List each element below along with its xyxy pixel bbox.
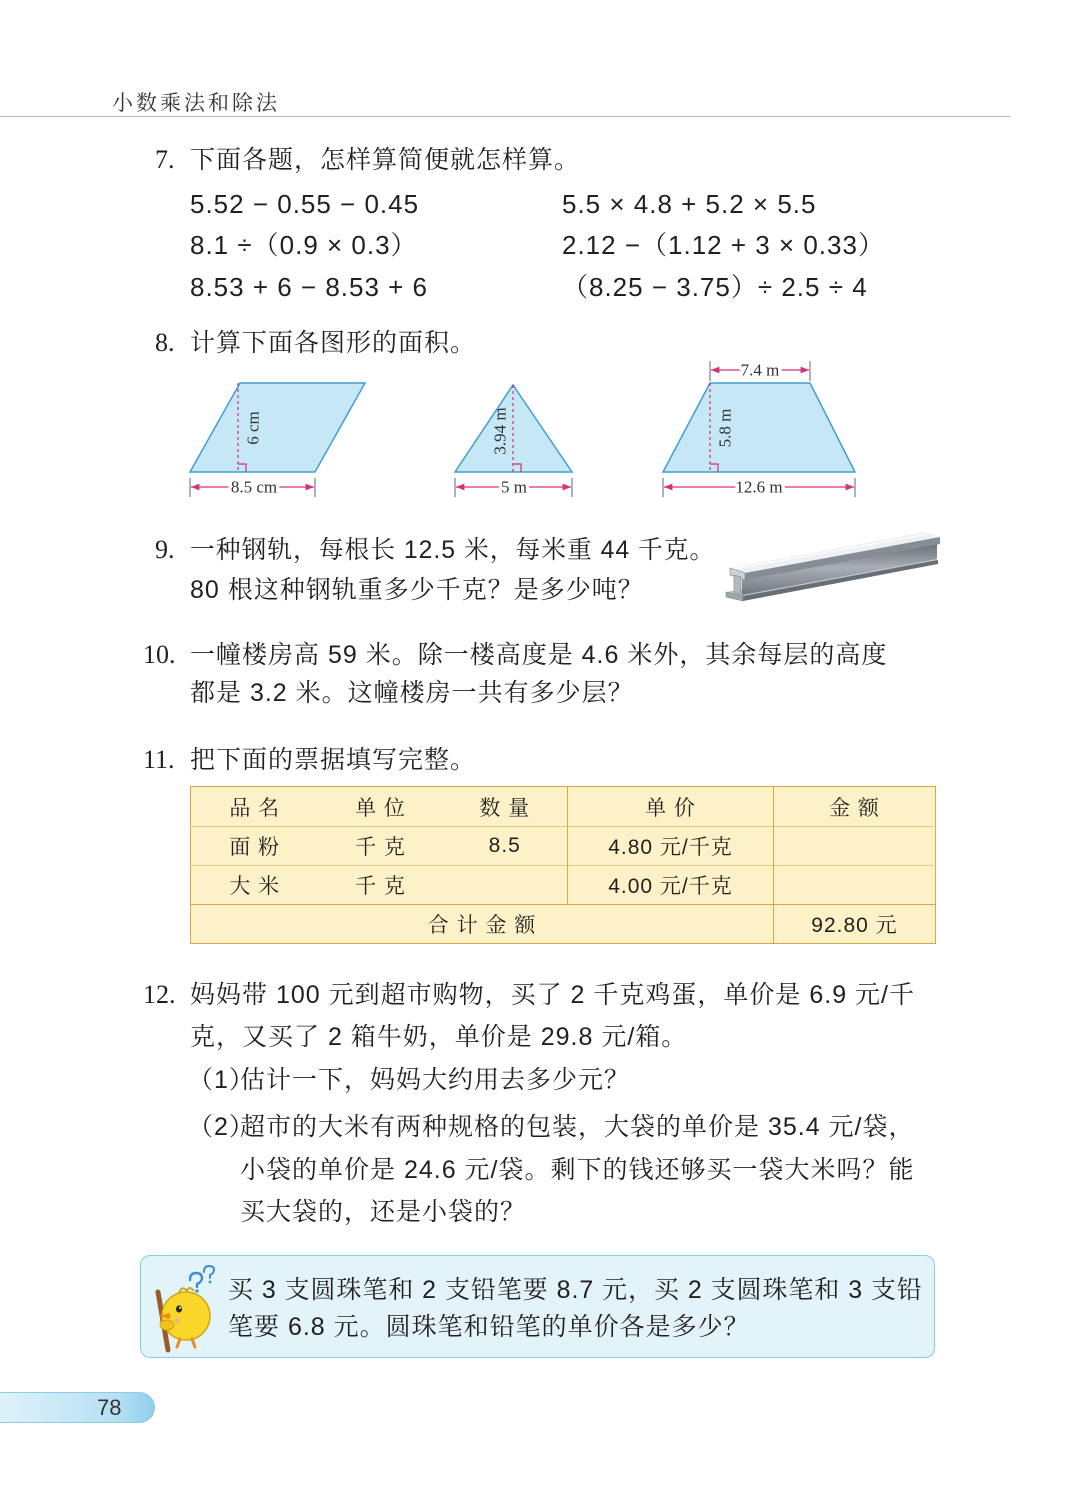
page-number: 78	[97, 1395, 122, 1420]
triangle-height-label: 3.94 m	[490, 407, 510, 455]
part-2-line: 超市的大米有两种规格的包装，大袋的单价是 35.4 元/袋，	[240, 1113, 915, 1141]
steel-rail-illustration	[722, 528, 940, 606]
part-1-line: 估计一下，妈妈大约用去多少元？	[240, 1066, 631, 1094]
problem-10-number: 10.	[143, 640, 176, 669]
expression-5: 8.53 + 6 − 8.53 + 6	[190, 272, 429, 302]
header-unit-price: 单 价	[568, 787, 774, 827]
total-label-cell: 合 计 金 额	[191, 905, 774, 944]
cell-quantity	[443, 866, 568, 905]
cell-unit-price: 4.80 元/千克	[568, 827, 774, 866]
hint-line: 买 3 支圆珠笔和 2 支铅笔要 8.7 元，买 2 支圆珠笔和 3 支铅	[228, 1276, 923, 1304]
problem-11-prompt: 把下面的票据填写完整。	[190, 746, 477, 774]
problem-10-line: 都是 3.2 米。这幢楼房一共有多少层？	[190, 679, 634, 707]
table-header-row	[191, 787, 936, 827]
trapezoid-figure	[663, 361, 855, 498]
trapezoid-height-label: 5.8 m	[715, 408, 735, 448]
cell-amount	[774, 827, 936, 866]
problem-9-line: 一种钢轨，每根长 12.5 米，每米重 44 千克。	[190, 536, 716, 564]
table-row	[191, 827, 936, 866]
cell-unit: 千 克	[319, 866, 443, 905]
header-quantity: 数 量	[443, 787, 568, 827]
page-number-tab	[0, 1392, 155, 1423]
header-unit: 单 位	[355, 796, 406, 820]
trapezoid-bottom-label: 12.6 m	[735, 477, 783, 497]
header-amount: 金 额	[829, 796, 880, 820]
problem-12-number: 12.	[143, 980, 176, 1009]
table-row	[191, 866, 936, 905]
parallelogram-figure	[190, 383, 365, 497]
trapezoid-shape	[663, 383, 855, 472]
part-2-line: 小袋的单价是 24.6 元/袋。剩下的钱还够买一袋大米吗？能	[240, 1156, 915, 1184]
expression-6: （8.25 − 3.75）÷ 2.5 ÷ 4	[562, 272, 868, 302]
chick-mascot-illustration	[146, 1262, 226, 1354]
problem-12-line: 妈妈带 100 元到超市购物，买了 2 千克鸡蛋，单价是 6.9 元/千	[190, 981, 915, 1009]
cell-product-name: 大 米	[191, 866, 319, 905]
parallelogram-shape	[190, 383, 365, 472]
cell-unit: 千 克	[319, 827, 443, 866]
problem-10-line: 一幢楼房高 59 米。除一楼高度是 4.6 米外，其余每层的高度	[190, 641, 888, 669]
expression-2: 5.5 × 4.8 + 5.2 × 5.5	[562, 189, 817, 219]
problem-12-line: 克，又买了 2 箱牛奶，单价是 29.8 元/箱。	[190, 1023, 688, 1051]
cell-quantity: 8.5	[443, 827, 568, 866]
triangle-figure	[455, 385, 572, 497]
problem-9-number: 9.	[155, 535, 175, 564]
problem-7-number: 7.	[155, 145, 175, 174]
trapezoid-top-label: 7.4 m	[740, 360, 780, 380]
cell-amount	[774, 866, 936, 905]
parallelogram-height-label: 6 cm	[243, 411, 263, 445]
expression-1: 5.52 − 0.55 − 0.45	[190, 189, 420, 219]
part-2-label: （2）	[188, 1113, 255, 1141]
hint-line: 笔要 6.8 元。圆珠笔和铅笔的单价各是多少？	[228, 1313, 750, 1341]
part-2-line: 买大袋的，还是小袋的？	[240, 1198, 527, 1226]
cell-product-name: 面 粉	[191, 827, 319, 866]
expression-4: 2.12 −（1.12 + 3 × 0.33）	[562, 230, 885, 260]
part-1-label: （1）	[188, 1066, 255, 1094]
triangle-base-label: 5 m	[501, 477, 527, 497]
problem-11-number: 11.	[143, 745, 175, 774]
chapter-title: 小数乘法和除法	[112, 91, 280, 115]
problem-8-number: 8.	[155, 328, 175, 357]
total-value-cell: 92.80 元	[774, 905, 936, 944]
expression-3: 8.1 ÷（0.9 × 0.3）	[190, 230, 418, 260]
problem-8-prompt: 计算下面各图形的面积。	[190, 329, 477, 357]
problem-7-prompt: 下面各题，怎样算简便就怎样算。	[190, 146, 581, 174]
header-divider	[0, 116, 1010, 117]
table-total-row	[191, 905, 936, 944]
parallelogram-base-label: 8.5 cm	[230, 477, 278, 497]
area-figures	[0, 355, 1080, 505]
problem-9-line: 80 根这种钢轨重多少千克？是多少吨？	[190, 576, 644, 604]
receipt-table	[190, 786, 936, 944]
header-product-name: 品 名	[229, 796, 281, 820]
cell-unit-price: 4.00 元/千克	[568, 866, 774, 905]
